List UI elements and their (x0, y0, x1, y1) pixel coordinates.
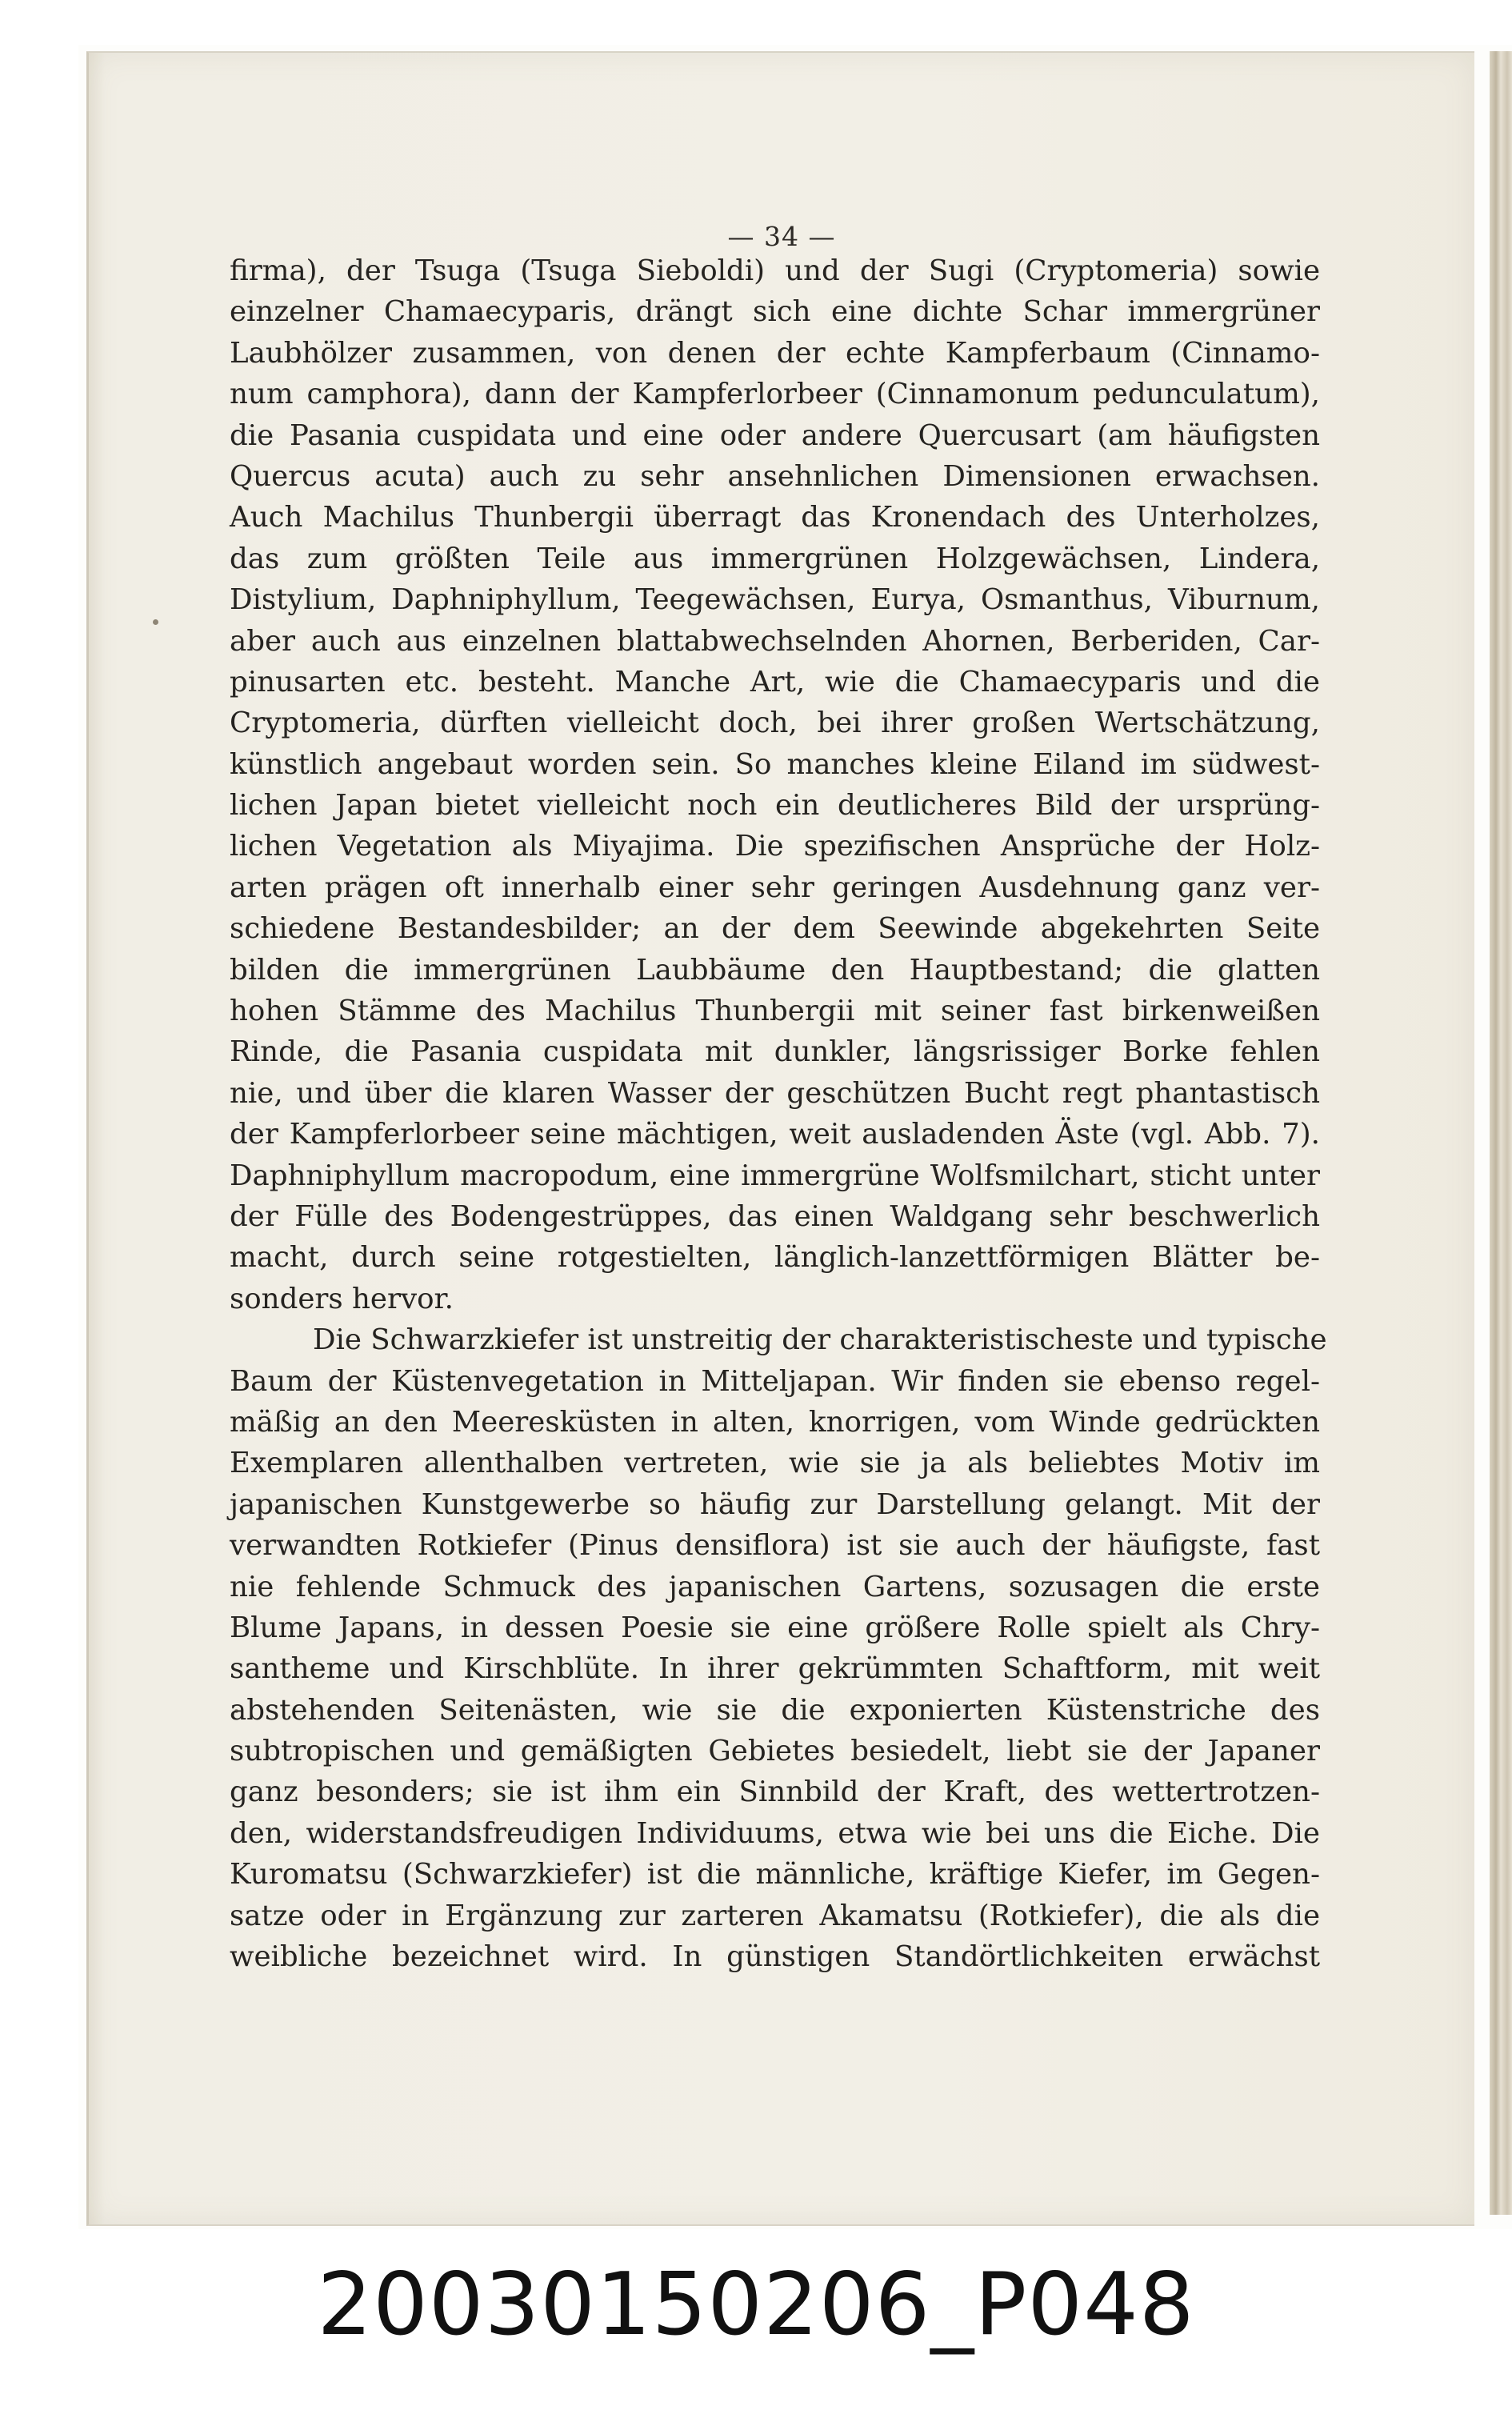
text-line: schiedene Bestandesbilder; an der dem Seewinde abgekehrten Seite (230, 912, 1320, 946)
text-line: Baum der Küstenvegetation in Mitteljapan. Wir finden sie ebenso regel- (230, 1364, 1320, 1398)
paragraph-end-line: sonders hervor. (230, 1282, 454, 1315)
page-number: — 34 — (727, 221, 836, 252)
archive-id-caption: 20030150206_P048 (317, 2255, 1195, 2355)
text-line: Distylium, Daphniphyllum, Teegewächsen, Eurya, Osmanthus, Viburnum, (230, 583, 1320, 617)
text-line: Exemplaren allenthalben vertreten, wie sie ja als beliebtes Motiv im (230, 1447, 1320, 1480)
text-line: künstlich angebaut worden sein. So manches kleine Eiland im südwest- (230, 747, 1320, 781)
text-line: einzelner Chamaecyparis, drängt sich eine dichte Schar immergrüner (230, 295, 1320, 329)
text-line: lichen Vegetation als Miyajima. Die spezifischen Ansprüche der Holz- (230, 830, 1320, 863)
paragraph-start-line: Die Schwarzkiefer ist unstreitig der charakteristischeste und typische (313, 1323, 1327, 1357)
text-line: Auch Machilus Thunbergii überragt das Kronendach des Unterholzes, (230, 501, 1320, 534)
text-line: macht, durch seine rotgestielten, länglich-lanzettförmigen Blätter be- (230, 1241, 1320, 1275)
text-line: japanischen Kunstgewerbe so häufig zur Darstellung gelangt. Mit der (230, 1487, 1320, 1521)
text-line: subtropischen und gemäßigten Gebietes besiedelt, liebt sie der Japaner (230, 1735, 1320, 1768)
text-line: bilden die immergrünen Laubbäume den Hauptbestand; die glatten (230, 953, 1320, 987)
text-line: die Pasania cuspidata und eine oder andere Quercusart (am häufigsten (230, 418, 1320, 452)
text-line: der Fülle des Bodengestrüppes, das einen Waldgang sehr beschwerlich (230, 1199, 1320, 1233)
paper-speck (153, 619, 158, 625)
text-line: num camphora), dann der Kampferlorbeer (Cinnamonum pedunculatum), (230, 378, 1320, 411)
text-line: pinusarten etc. besteht. Manche Art, wie die Chamaecyparis und die (230, 665, 1320, 699)
text-line: lichen Japan bietet vielleicht noch ein deutlicheres Bild der ursprüng- (230, 789, 1320, 823)
text-line: arten prägen oft innerhalb einer sehr geringen Ausdehnung ganz ver- (230, 871, 1320, 904)
body-text (230, 250, 1327, 1977)
text-line: nie fehlende Schmuck des japanischen Gartens, sozusagen die erste (230, 1570, 1320, 1603)
text-line: aber auch aus einzelnen blattabwechselnden Ahornen, Berberiden, Car- (230, 624, 1320, 658)
text-line: den, widerstandsfreudigen Individuums, etwa wie bei uns die Eiche. Die (230, 1816, 1320, 1850)
text-line: verwandten Rotkiefer (Pinus densiflora) ist sie auch der häufigste, fast (230, 1529, 1320, 1563)
text-line: weibliche bezeichnet wird. In günstigen Standörtlichkeiten erwächst (230, 1940, 1320, 1974)
text-line: hohen Stämme des Machilus Thunbergii mit seiner fast birkenweißen (230, 995, 1320, 1028)
text-line: Quercus acuta) auch zu sehr ansehnlichen Dimensionen erwachsen. (230, 459, 1320, 493)
text-line: Rinde, die Pasania cuspidata mit dunkler, längsrissiger Borke fehlen (230, 1035, 1320, 1069)
text-line: Blume Japans, in dessen Poesie sie eine größere Rolle spielt als Chry- (230, 1611, 1320, 1644)
text-line: Daphniphyllum macropodum, eine immergrüne Wolfsmilchart, sticht unter (230, 1159, 1320, 1192)
text-line: nie, und über die klaren Wasser der geschützen Bucht regt phantastisch (230, 1076, 1320, 1110)
text-line: santheme und Kirschblüte. In ihrer gekrümmten Schaftform, mit weit (230, 1652, 1320, 1686)
text-line: ganz besonders; sie ist ihm ein Sinnbild der Kraft, des wettertrotzen- (230, 1775, 1320, 1809)
text-line: abstehenden Seitenästen, wie sie die exponierten Küstenstriche des (230, 1693, 1320, 1727)
text-line: Laubhölzer zusammen, von denen der echte Kampferbaum (Cinnamo- (230, 336, 1320, 370)
text-line: der Kampferlorbeer seine mächtigen, weit ausladenden Äste (vgl. Abb. 7). (230, 1118, 1320, 1151)
page-edge-stack (1490, 51, 1512, 2215)
text-line: Cryptomeria, dürften vielleicht doch, bei ihrer großen Wertschätzung, (230, 707, 1320, 740)
text-line: Kuromatsu (Schwarzkiefer) ist die männliche, kräftige Kiefer, im Gegen- (230, 1858, 1320, 1892)
text-line: mäßig an den Meeresküsten in alten, knorrigen, vom Winde gedrückten (230, 1405, 1320, 1439)
text-line: firma), der Tsuga (Tsuga Sieboldi) und der Sugi (Cryptomeria) sowie (230, 254, 1320, 287)
text-line: das zum größten Teile aus immergrünen Holzgewächsen, Lindera, (230, 542, 1320, 575)
text-line: satze oder in Ergänzung zur zarteren Akamatsu (Rotkiefer), die als die (230, 1899, 1320, 1932)
